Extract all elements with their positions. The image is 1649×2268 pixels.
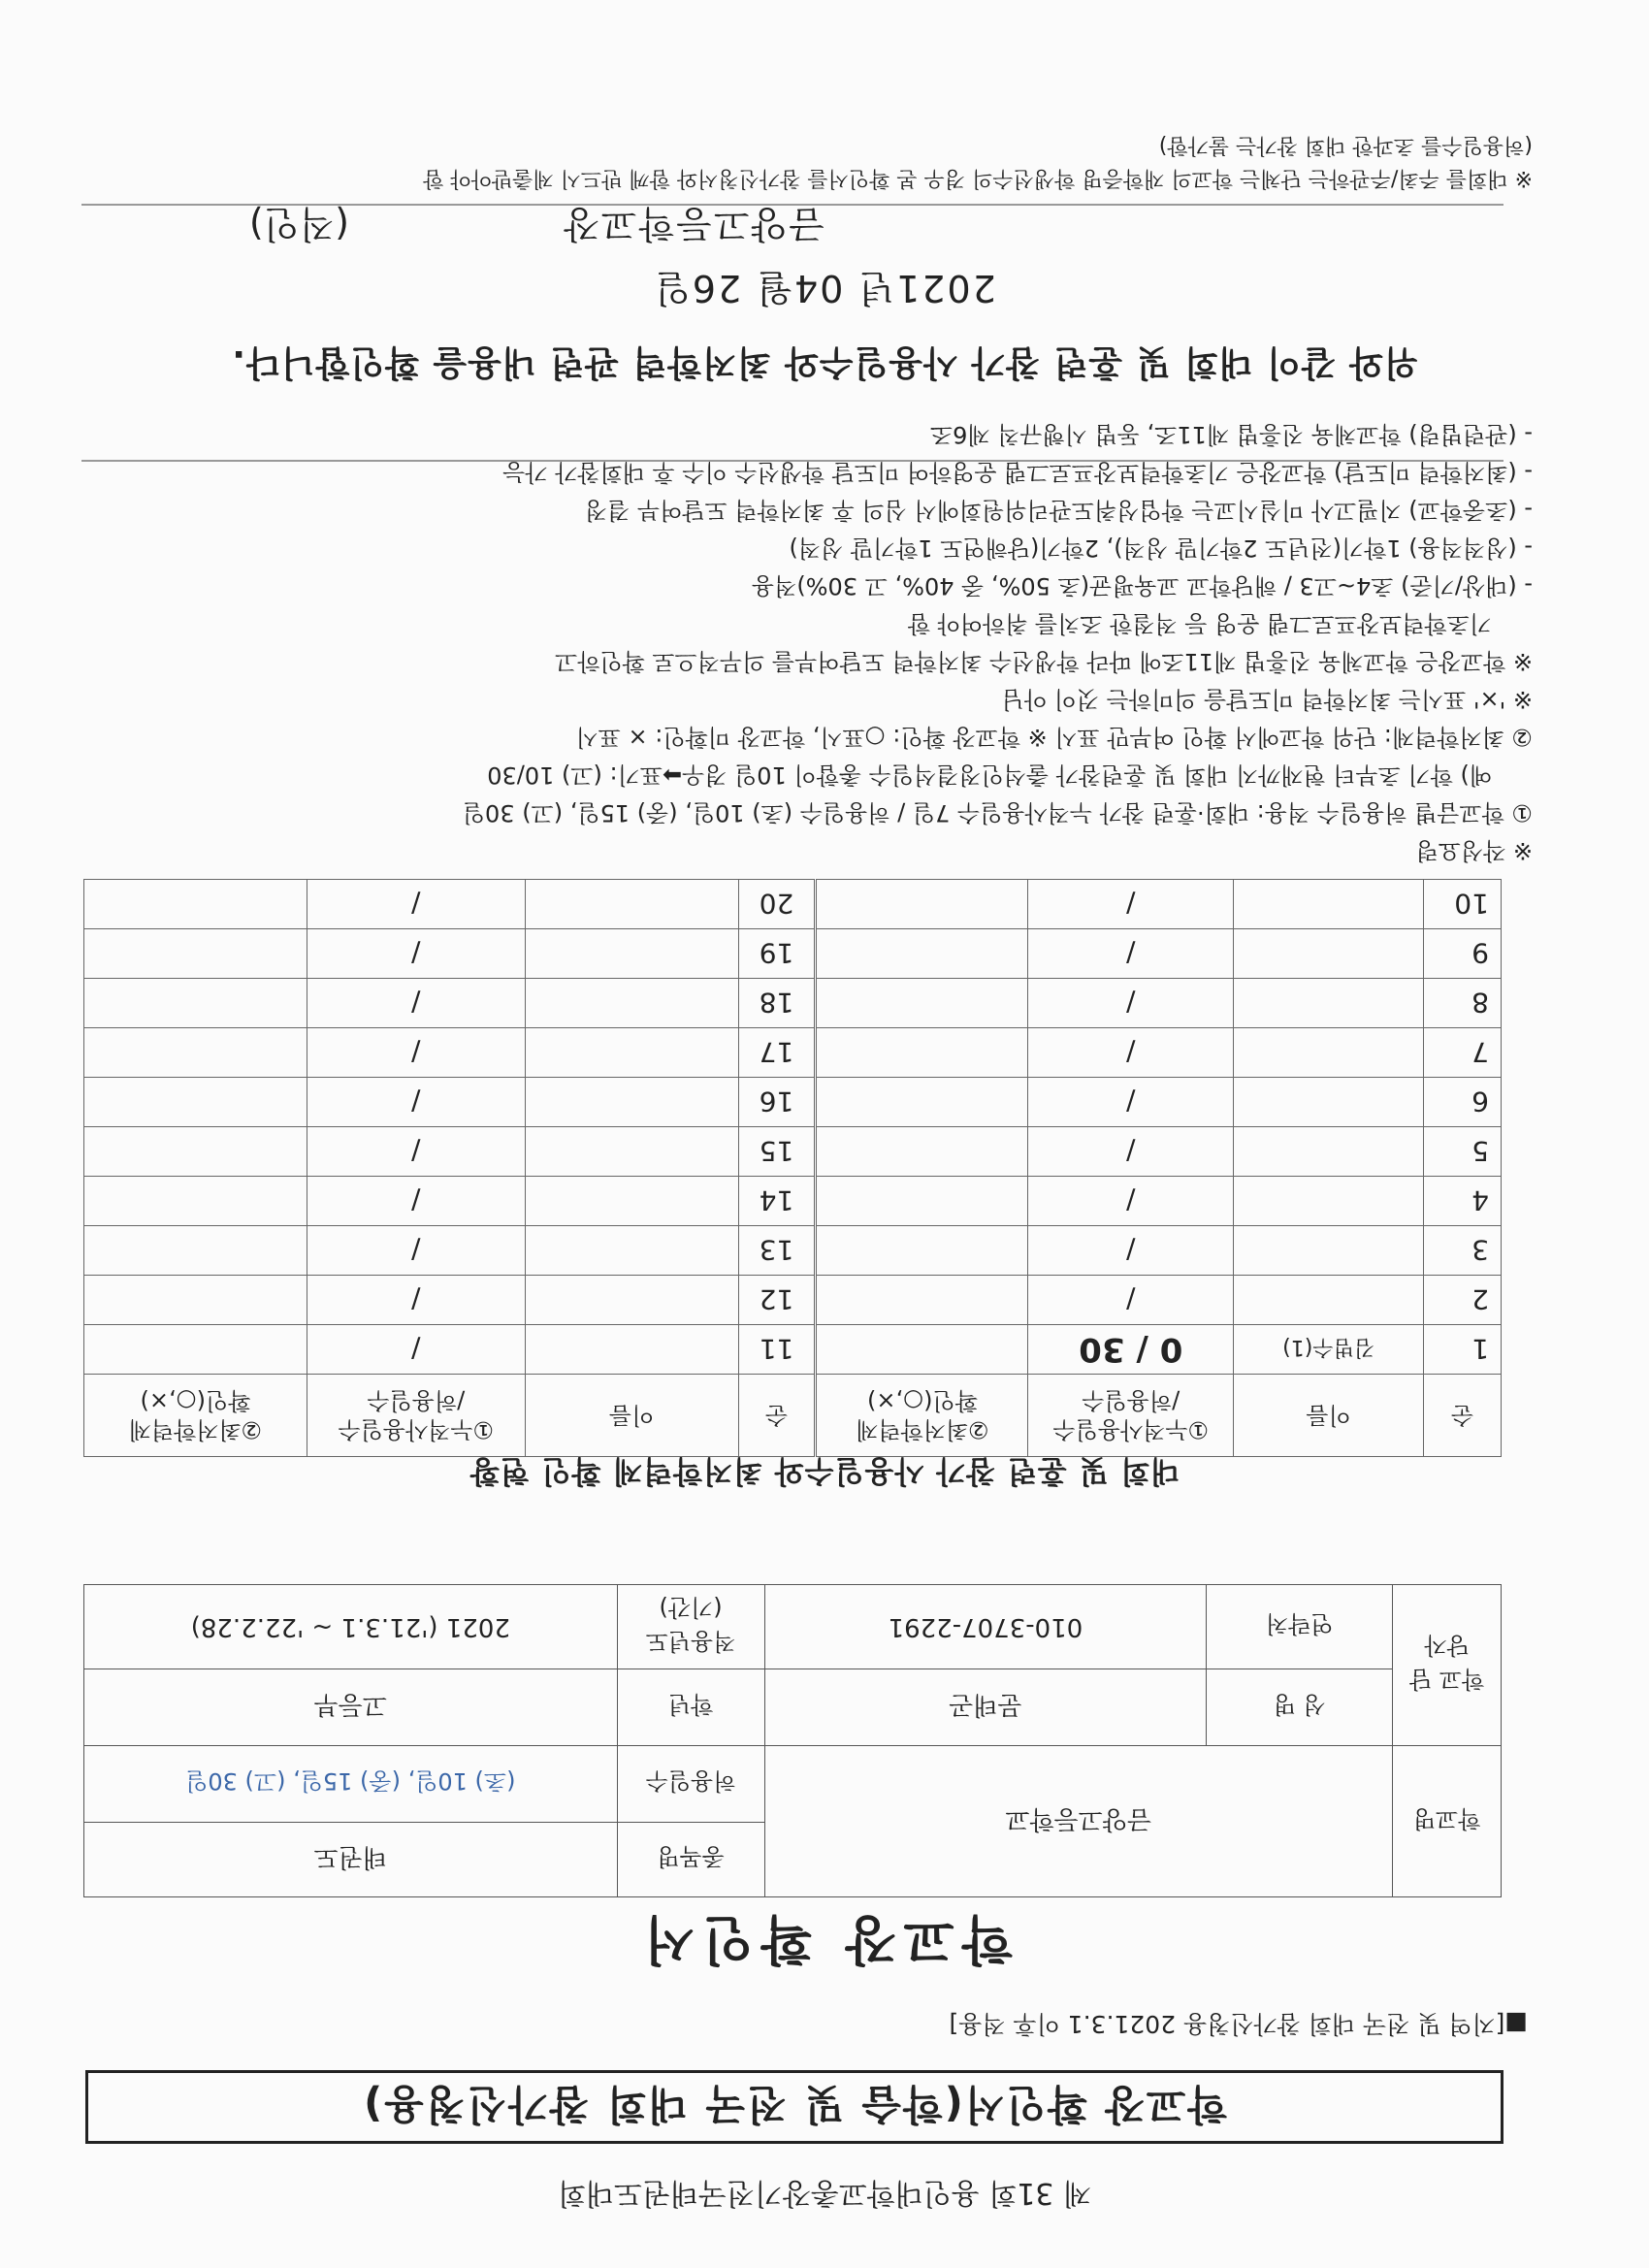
used-days-cell: / <box>307 1078 525 1127</box>
table-row <box>84 1276 1502 1325</box>
min-academic-cell <box>84 1028 307 1078</box>
row-number: 12 <box>738 1276 816 1325</box>
table-row <box>84 880 1502 929</box>
athlete-name <box>1234 979 1424 1028</box>
note-line: ① 학교급별 허용일수 적용: 대회·훈련 참가 누적사용일수 7일 / 허용일수 (초) 10일, (중) 15일, (고) 30일 <box>462 799 1533 826</box>
used-days-cell: / <box>307 1127 525 1177</box>
min-academic-cell <box>816 1276 1028 1325</box>
min-academic-cell <box>816 1127 1028 1177</box>
school-manager-label: 학교 담당자 <box>1393 1585 1502 1746</box>
row-number: 16 <box>738 1078 816 1127</box>
athlete-name <box>1234 1127 1424 1177</box>
used-days-cell: / <box>307 1177 525 1226</box>
min-academic-cell <box>816 1028 1028 1078</box>
col-header: 이름 <box>525 1375 738 1457</box>
min-academic-cell <box>84 1325 307 1375</box>
min-academic-cell <box>816 1177 1028 1226</box>
note-line: - (최저학력 미도달) 학교장은 기초학력보장프로그램 운영하여 미도달 학생선수 이수 후 대회참가 가능 <box>502 459 1533 486</box>
athlete-name: 김범수(1) <box>1234 1325 1424 1375</box>
row-number: 15 <box>738 1127 816 1177</box>
col-header: 순 <box>1424 1375 1502 1457</box>
athlete-name <box>525 880 738 929</box>
used-days-cell: / <box>1028 880 1234 929</box>
used-days-cell: / <box>1028 1028 1234 1078</box>
contact-label: 연락처 <box>1207 1585 1393 1669</box>
allowed-days-value: (초) 10일, (중) 15일, (고) 30일 <box>84 1746 618 1823</box>
row-number: 20 <box>738 880 816 929</box>
used-days-cell: / <box>307 1325 525 1375</box>
row-number: 7 <box>1424 1028 1502 1078</box>
used-days-cell: / <box>1028 929 1234 979</box>
allowed-days-label: 허용일수 <box>617 1746 764 1823</box>
row-number: 14 <box>738 1177 816 1226</box>
athlete-name <box>1234 1177 1424 1226</box>
note-line: ② 최저학력제: 단위 학교에서 확인 여부만 표시 ※ 학교장 확인: ○표시, 학교장 미확인: × 표시 <box>575 724 1533 751</box>
min-academic-cell <box>84 880 307 929</box>
manager-name-value: 문태곤 <box>764 1669 1207 1746</box>
row-number: 9 <box>1424 929 1502 979</box>
athlete-name <box>1234 1226 1424 1276</box>
table-row <box>84 1325 1502 1375</box>
event-value: 태권도 <box>84 1823 618 1897</box>
form-title: 학교장 확인서(학습 및 전국 대회 참가신청용) <box>85 2070 1504 2144</box>
note-line: ※ '×' 표시는 최저학력 미도달을 의미하는 것이 아님 <box>1001 686 1533 713</box>
col-header: ②최저학력제 확인(○,×) <box>84 1375 307 1457</box>
competition-title: 제 31회 용인대학교총장기전국태권도대회 <box>558 2176 1091 2210</box>
athlete-name <box>525 929 738 979</box>
period-label: 적용년도 (기간) <box>617 1585 764 1669</box>
col-header: 이름 <box>1234 1375 1424 1457</box>
row-number: 2 <box>1424 1276 1502 1325</box>
col-header: ①누적사용일수 /허용일수 <box>1028 1375 1234 1457</box>
grade-value: 고등부 <box>84 1669 618 1746</box>
used-days-cell: / <box>307 1028 525 1078</box>
grade-label: 학년 <box>617 1669 764 1746</box>
note-line: - (관련법령) 학교체육 진흥법 제11조, 동법 시행규칙 제6조 <box>929 421 1533 448</box>
row-number: 4 <box>1424 1177 1502 1226</box>
athlete-name <box>525 1127 738 1177</box>
min-academic-cell <box>816 1325 1028 1375</box>
used-days-cell: / <box>1028 1177 1234 1226</box>
contact-value: 010-3707-2291 <box>764 1585 1207 1669</box>
row-number: 17 <box>738 1028 816 1078</box>
roster-body <box>84 880 1502 1375</box>
period-value: 2021 ('21.3.1 ~ '22.2.28) <box>84 1585 618 1669</box>
used-days-cell: / <box>307 1276 525 1325</box>
divider-rule <box>81 204 1504 206</box>
athlete-name <box>525 1226 738 1276</box>
min-academic-cell <box>816 929 1028 979</box>
row-number: 19 <box>738 929 816 979</box>
used-days-cell: / <box>1028 1226 1234 1276</box>
athlete-name <box>525 979 738 1028</box>
row-number: 11 <box>738 1325 816 1375</box>
athlete-name <box>1234 1078 1424 1127</box>
row-number: 8 <box>1424 979 1502 1028</box>
used-days-cell: / <box>307 979 525 1028</box>
athlete-name <box>525 1028 738 1078</box>
used-days-cell: / <box>1028 1276 1234 1325</box>
row-number: 10 <box>1424 880 1502 929</box>
athlete-name <box>1234 929 1424 979</box>
school-name-label: 학교명 <box>1393 1746 1502 1897</box>
status-title: 대회 및 훈련 참가 사용일수와 최저학력제 확인 현황 <box>469 1453 1180 1488</box>
min-academic-cell <box>84 1177 307 1226</box>
row-number: 3 <box>1424 1226 1502 1276</box>
row-number: 18 <box>738 979 816 1028</box>
school-name-value: 금양고등학교 <box>764 1746 1393 1897</box>
applied-note: ■[지역 및 전국 대회 참가신청용 2021.3.1 이후 적용] <box>949 2010 1528 2038</box>
footnote-line: (허용일수를 초과한 대회 참가는 불가함) <box>1158 133 1533 157</box>
manager-name-label: 성 명 <box>1207 1669 1393 1746</box>
footnote <box>78 128 1533 194</box>
note-line: 기초학력보장프로그램 운영 등 적절한 조치를 취하여야 함 <box>907 610 1492 637</box>
used-days-cell: / <box>1028 1078 1234 1127</box>
table-row <box>84 1078 1502 1127</box>
used-days-cell: / <box>307 929 525 979</box>
notes-heading: ※ 작성요령 <box>1415 837 1533 864</box>
athlete-roster-table <box>83 879 1502 1457</box>
note-line: ※ 학교장은 학교체육 진흥법 제11조에 따라 학생선수 최저학력 도달여부를 의무적으로 확인하고 <box>555 648 1533 675</box>
principal-signature: 금양고등학교장 <box>562 203 824 245</box>
min-academic-cell <box>816 880 1028 929</box>
athlete-name <box>525 1078 738 1127</box>
used-days-cell: / <box>1028 1127 1234 1177</box>
min-academic-cell <box>84 1276 307 1325</box>
table-row <box>84 979 1502 1028</box>
athlete-name <box>1234 1028 1424 1078</box>
min-academic-cell <box>84 929 307 979</box>
min-academic-cell <box>84 1127 307 1177</box>
date: 2021년 04월 26일 <box>653 267 996 309</box>
table-row <box>84 1226 1502 1276</box>
table-row <box>84 1028 1502 1078</box>
min-academic-cell <box>816 1078 1028 1127</box>
min-academic-cell <box>84 1226 307 1276</box>
used-days-cell: / <box>307 880 525 929</box>
confirmation-title: 학교장 확인서 <box>636 1909 1013 1970</box>
min-academic-cell <box>816 979 1028 1028</box>
used-days-cell: / <box>1028 979 1234 1028</box>
divider-rule <box>81 460 1504 462</box>
col-header: 순 <box>738 1375 816 1457</box>
note-line: 예) 학기 초부터 현재까지 대회 및 훈련참가 출석인정결석일수 총합이 10일 경우➡표기: (고) 10/30 <box>487 761 1492 789</box>
athlete-name <box>525 1276 738 1325</box>
row-number: 1 <box>1424 1325 1502 1375</box>
col-header: ①누적사용일수 /허용일수 <box>307 1375 525 1457</box>
table-row <box>84 1177 1502 1226</box>
note-line: - (성적적용) 1학기(전년도 2학기말 성적), 2학기(당해연도 1학기말 성적) <box>789 535 1533 562</box>
athlete-name <box>1234 1276 1424 1325</box>
school-info-table <box>83 1584 1502 1897</box>
table-row <box>84 1127 1502 1177</box>
used-days-cell: 0 / 30 <box>1028 1325 1234 1375</box>
min-academic-cell <box>84 979 307 1028</box>
min-academic-cell <box>84 1078 307 1127</box>
used-days-cell: / <box>307 1226 525 1276</box>
table-row <box>84 929 1502 979</box>
row-number: 6 <box>1424 1078 1502 1127</box>
seal-mark: (직인) <box>248 203 349 245</box>
footnote-line: ※ 대회를 주최/주관하는 단체는 학교의 재학증명 학생선수의 경우 본 확인서를 참가신청서와 함께 반드시 제출받아야 함 <box>423 166 1533 190</box>
athlete-name <box>525 1177 738 1226</box>
col-header: ②최저학력제 확인(○,×) <box>816 1375 1028 1457</box>
writing-notes <box>78 415 1533 869</box>
confirmation-statement: 위와 같이 대회 및 훈련 참가 사용일수와 최저학력 관련 내용을 확인합니다. <box>231 342 1418 382</box>
athlete-name <box>1234 880 1424 929</box>
row-number: 5 <box>1424 1127 1502 1177</box>
athlete-name <box>525 1325 738 1375</box>
note-line: - (대상/기준) 초4~고3 / 해당학교 교육평균(초 50%, 중 40%, 고 30%)적용 <box>751 572 1533 599</box>
min-academic-cell <box>816 1226 1028 1276</box>
note-line: - (초중학교) 지필고사 미실시교는 학업성취도관리위원회에서 심의 후 최저학력 도달여부 결정 <box>584 497 1533 524</box>
row-number: 13 <box>738 1226 816 1276</box>
event-label: 종목명 <box>617 1823 764 1897</box>
